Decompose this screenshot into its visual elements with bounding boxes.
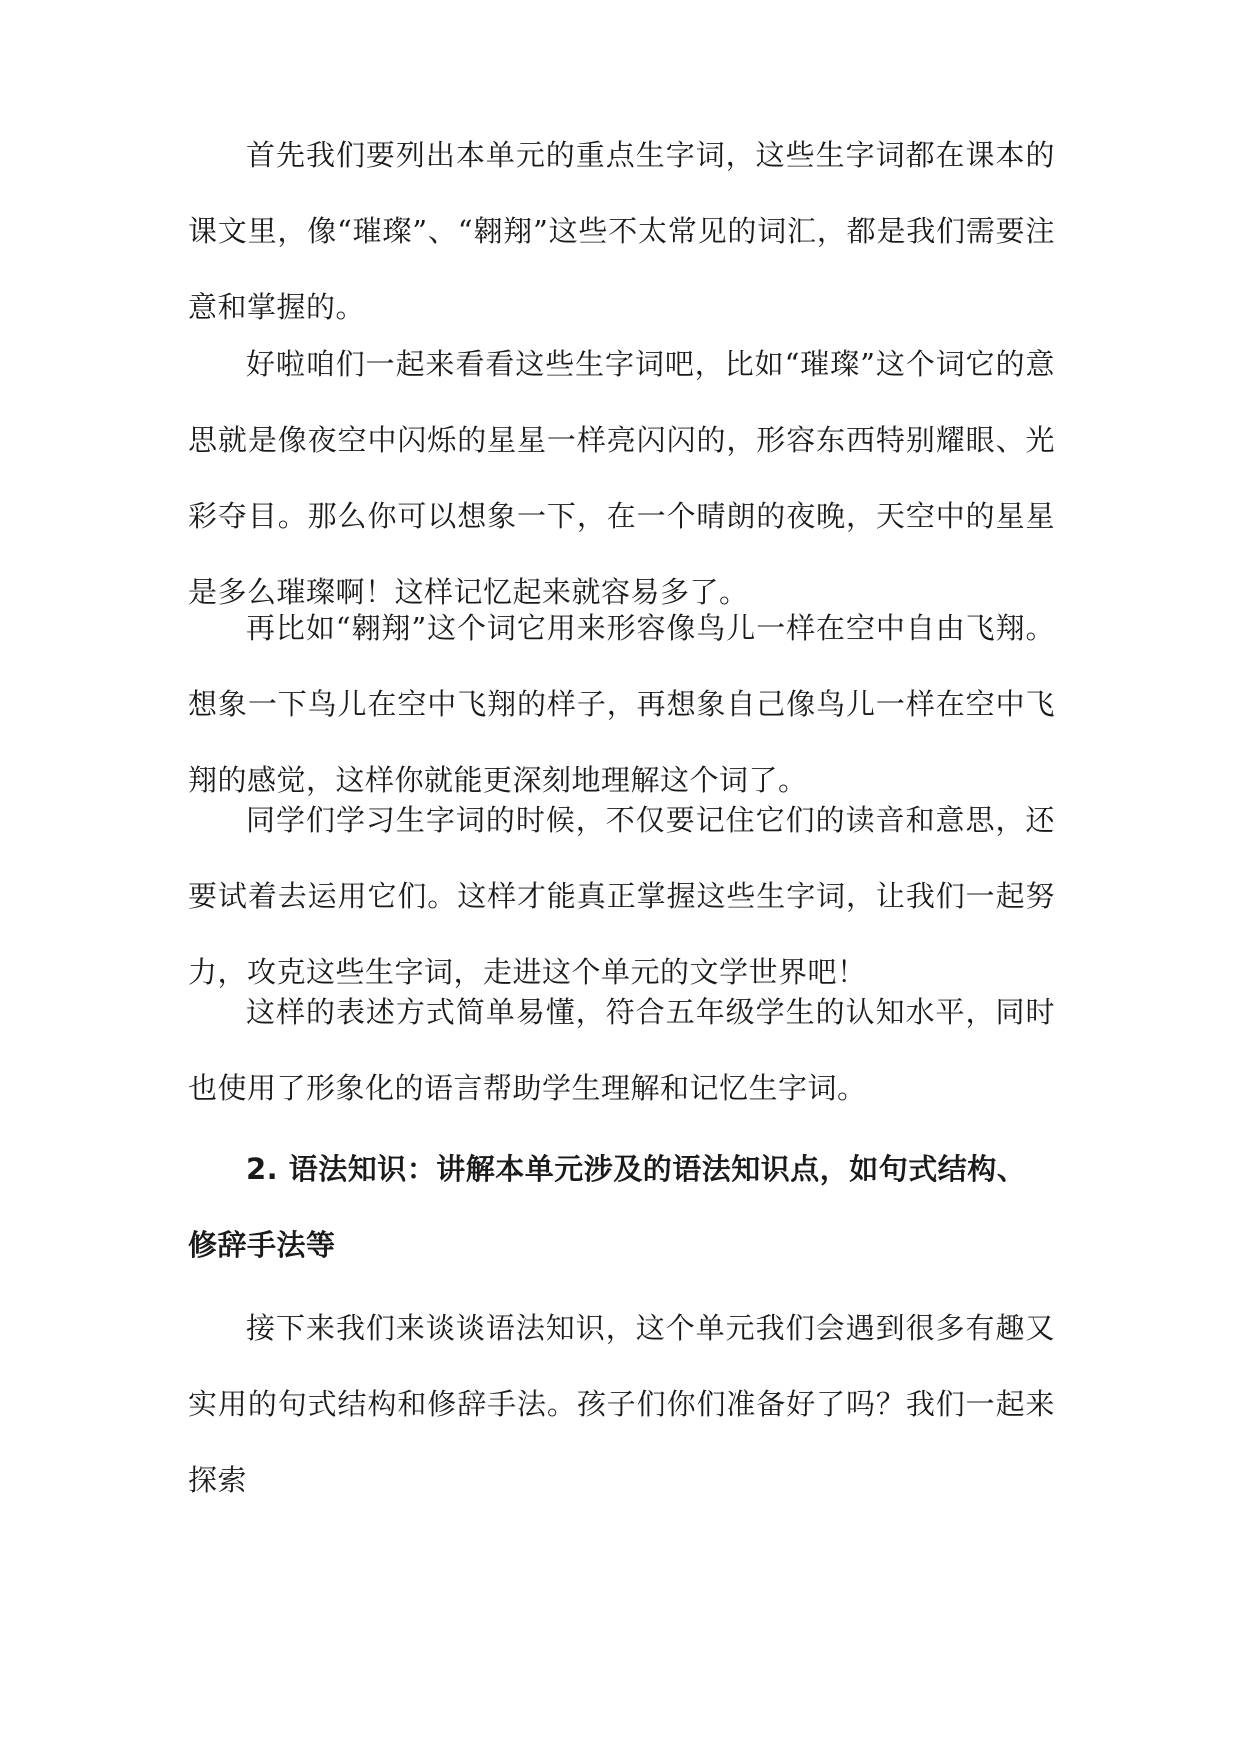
paragraph-vocabulary-intro: 首先我们要列出本单元的重点生字词，这些生字词都在课本的课文里，像“璀璨”、“翱翔”这些不太常见的词汇，都是我们需要注意和掌握的。 bbox=[188, 138, 1055, 324]
paragraph-aoxiang-explanation: 再比如“翱翔”这个词它用来形容像鸟儿一样在空中自由飞翔。想象一下鸟儿在空中飞翔的样子，再想象自己像鸟儿一样在空中飞翔的感觉，这样你就能更深刻地理解这个词了。 bbox=[188, 611, 1055, 797]
paragraph-summary: 这样的表述方式简单易懂，符合五年级学生的认知水平，同时也使用了形象化的语言帮助学生理解和记忆生字词。 bbox=[188, 995, 1055, 1105]
paragraph-study-advice: 同学们学习生字词的时候，不仅要记住它们的读音和意思，还要试着去运用它们。这样才能真正掌握这些生字词，让我们一起努力，攻克这些生字词，走进这个单元的文学世界吧！ bbox=[188, 803, 1055, 989]
paragraph-grammar-intro: 接下来我们来谈谈语法知识，这个单元我们会遇到很多有趣又实用的句式结构和修辞手法。孩子们你们准备好了吗？我们一起来探索 bbox=[188, 1311, 1055, 1497]
paragraph-cuican-explanation: 好啦咱们一起来看看这些生字词吧，比如“璀璨”这个词它的意思就是像夜空中闪烁的星星一样亮闪闪的，形容东西特别耀眼、光彩夺目。那么你可以想象一下，在一个晴朗的夜晚，天空中的星星是多么璀璨啊！这样记忆起来就容易多了。 bbox=[188, 347, 1055, 609]
section-heading-grammar: 2. 语法知识：讲解本单元涉及的语法知识点，如句式结构、修辞手法等 bbox=[188, 1152, 1027, 1262]
